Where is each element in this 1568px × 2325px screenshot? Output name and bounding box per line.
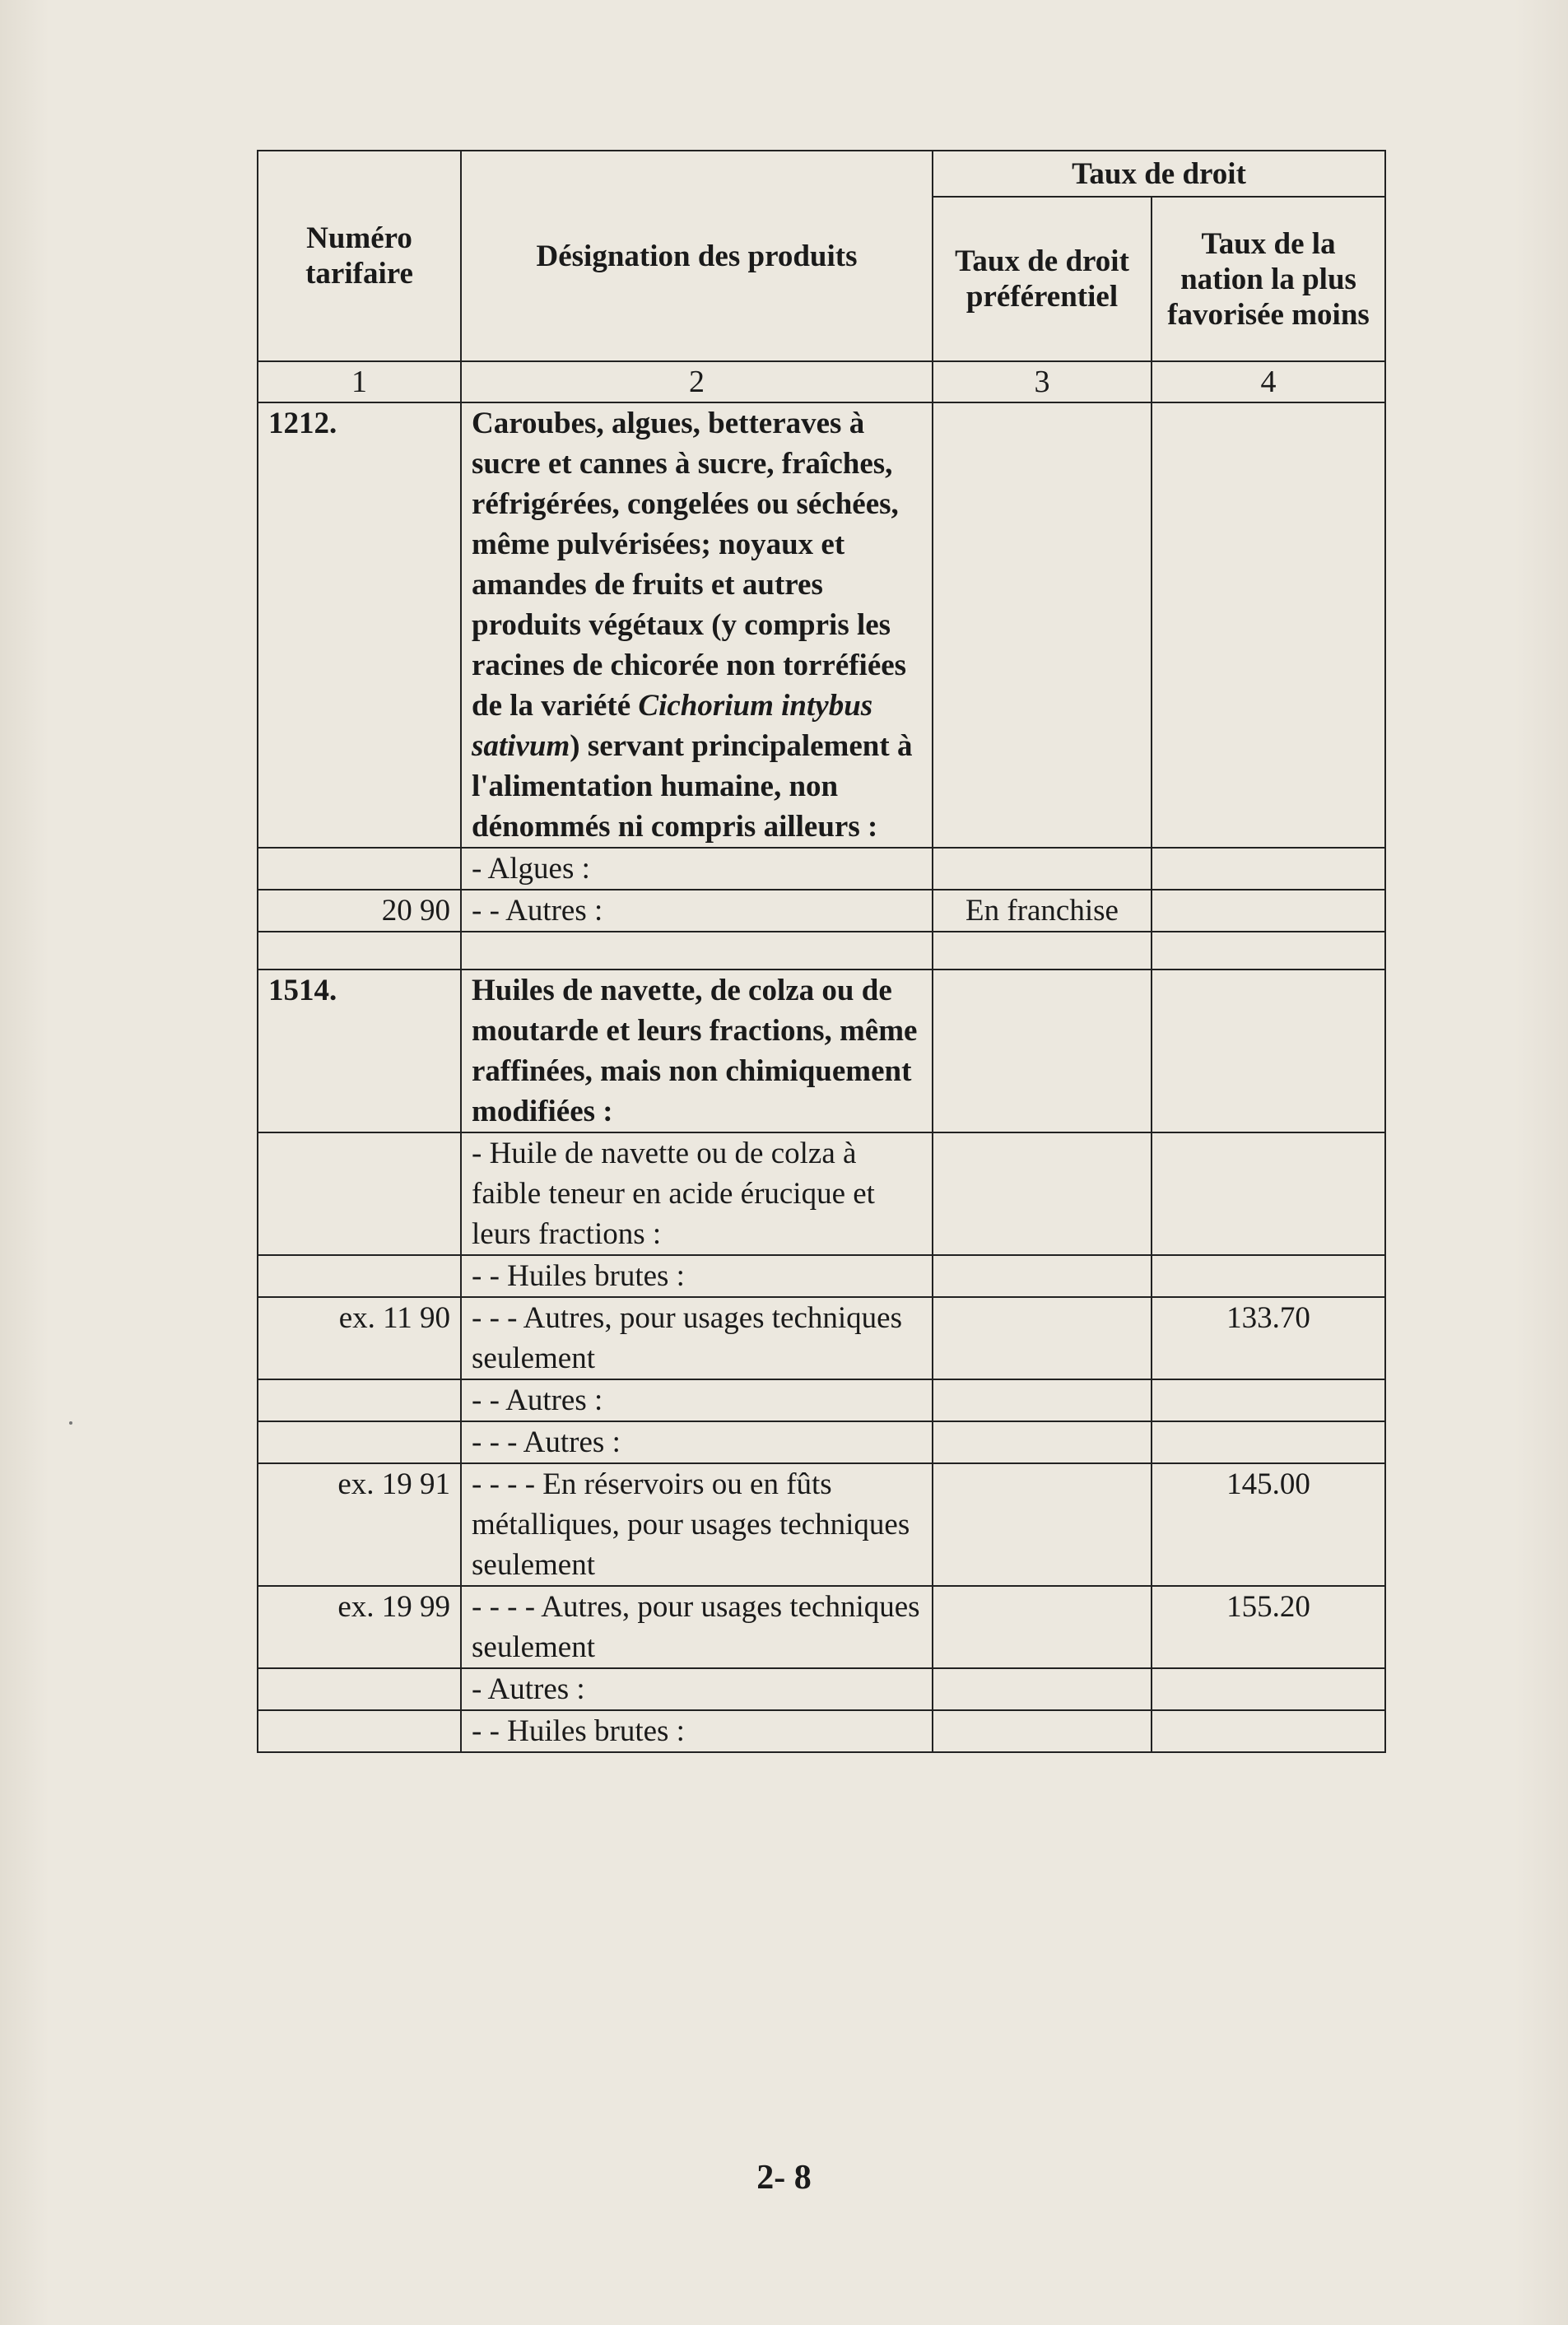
preferential-rate: [933, 1297, 1152, 1379]
table-row: [258, 970, 1385, 1132]
designation-tail: ) servant principalement à l'alimentation humaine, non dénommés ni compris ailleurs :: [472, 729, 913, 844]
header-designation: Désignation des produits: [461, 151, 933, 361]
mfn-rate: [1152, 1255, 1385, 1297]
table-row: [258, 1463, 1385, 1586]
preferential-rate: [933, 932, 1152, 970]
mfn-rate: [1152, 1132, 1385, 1255]
product-designation: [461, 932, 933, 970]
tariff-code: 20 90: [258, 890, 461, 932]
preferential-rate: En franchise: [933, 890, 1152, 932]
mfn-rate: [1152, 890, 1385, 932]
product-designation: - Autres :: [461, 1668, 933, 1710]
mfn-rate: [1152, 1710, 1385, 1752]
preferential-rate: [933, 402, 1152, 848]
table-row: [258, 1255, 1385, 1297]
product-designation: - - - Autres, pour usages techniques seulement: [461, 1297, 933, 1379]
designation-italic: Cichorium intybus sativum: [472, 689, 873, 763]
tariff-code: ex. 11 90: [258, 1297, 461, 1379]
table-row: [258, 1710, 1385, 1752]
mfn-rate: [1152, 1421, 1385, 1463]
product-designation: - - Autres :: [461, 1379, 933, 1421]
table-row: [258, 402, 1385, 848]
header-preferential-rate: Taux de droit préférentiel: [933, 197, 1152, 361]
designation-text: Caroubes, algues, betteraves à sucre et cannes à sucre, fraîches, réfrigérées, congelées ou séchées, même pulvérisées; noyaux et amandes de fruits et autres produits végétaux (y compris les racines de chicorée non torréfiées de la variété: [472, 407, 907, 723]
table-row: [258, 932, 1385, 970]
table-row: [258, 890, 1385, 932]
header-tariff-number: Numéro tarifaire: [258, 151, 461, 361]
column-number-2: 2: [461, 361, 933, 402]
tariff-code: [258, 1668, 461, 1710]
product-designation: - - - - Autres, pour usages techniques seulement: [461, 1586, 933, 1668]
preferential-rate: [933, 848, 1152, 890]
tariff-sheet: [257, 150, 1384, 1753]
product-designation: - - Huiles brutes :: [461, 1710, 933, 1752]
tariff-code: [258, 1421, 461, 1463]
preferential-rate: [933, 1586, 1152, 1668]
tariff-code: [258, 1132, 461, 1255]
speck: [69, 1421, 72, 1425]
column-number-3: 3: [933, 361, 1152, 402]
mfn-rate: [1152, 848, 1385, 890]
tariff-code: [258, 1255, 461, 1297]
preferential-rate: [933, 1463, 1152, 1586]
tariff-code: 1514.: [258, 970, 461, 1132]
product-designation: - - - - En réservoirs ou en fûts métalliques, pour usages techniques seulement: [461, 1463, 933, 1586]
header-mfn-rate: Taux de la nation la plus favorisée moins: [1152, 197, 1385, 361]
tariff-code: ex. 19 91: [258, 1463, 461, 1586]
preferential-rate: [933, 1132, 1152, 1255]
table-row: [258, 1668, 1385, 1710]
mfn-rate: 145.00: [1152, 1463, 1385, 1586]
product-designation: - - - Autres :: [461, 1421, 933, 1463]
tariff-code: [258, 1379, 461, 1421]
product-designation: [461, 402, 933, 848]
header-duty-rate: Taux de droit: [933, 151, 1385, 197]
mfn-rate: [1152, 1379, 1385, 1421]
mfn-rate: [1152, 402, 1385, 848]
mfn-rate: 133.70: [1152, 1297, 1385, 1379]
table-row: [258, 848, 1385, 890]
mfn-rate: [1152, 970, 1385, 1132]
tariff-code: [258, 932, 461, 970]
tariff-code: 1212.: [258, 402, 461, 848]
table-row: [258, 1421, 1385, 1463]
preferential-rate: [933, 1379, 1152, 1421]
tariff-code: [258, 848, 461, 890]
product-designation: - Algues :: [461, 848, 933, 890]
product-designation: - Huile de navette ou de colza à faible teneur en acide érucique et leurs fractions :: [461, 1132, 933, 1255]
column-number-4: 4: [1152, 361, 1385, 402]
preferential-rate: [933, 1421, 1152, 1463]
preferential-rate: [933, 1710, 1152, 1752]
product-designation: - - Autres :: [461, 890, 933, 932]
table-row: [258, 1297, 1385, 1379]
mfn-rate: [1152, 1668, 1385, 1710]
tariff-code: [258, 1710, 461, 1752]
preferential-rate: [933, 970, 1152, 1132]
column-number-1: 1: [258, 361, 461, 402]
mfn-rate: [1152, 932, 1385, 970]
tariff-table: [257, 150, 1386, 1753]
table-row: [258, 1586, 1385, 1668]
preferential-rate: [933, 1255, 1152, 1297]
product-designation: Huiles de navette, de colza ou de moutarde et leurs fractions, même raffinées, mais non chimiquement modifiées :: [461, 970, 933, 1132]
table-row: [258, 1132, 1385, 1255]
page-number: 2- 8: [756, 2159, 812, 2197]
preferential-rate: [933, 1668, 1152, 1710]
tariff-code: ex. 19 99: [258, 1586, 461, 1668]
product-designation: - - Huiles brutes :: [461, 1255, 933, 1297]
table-row: [258, 1379, 1385, 1421]
mfn-rate: 155.20: [1152, 1586, 1385, 1668]
